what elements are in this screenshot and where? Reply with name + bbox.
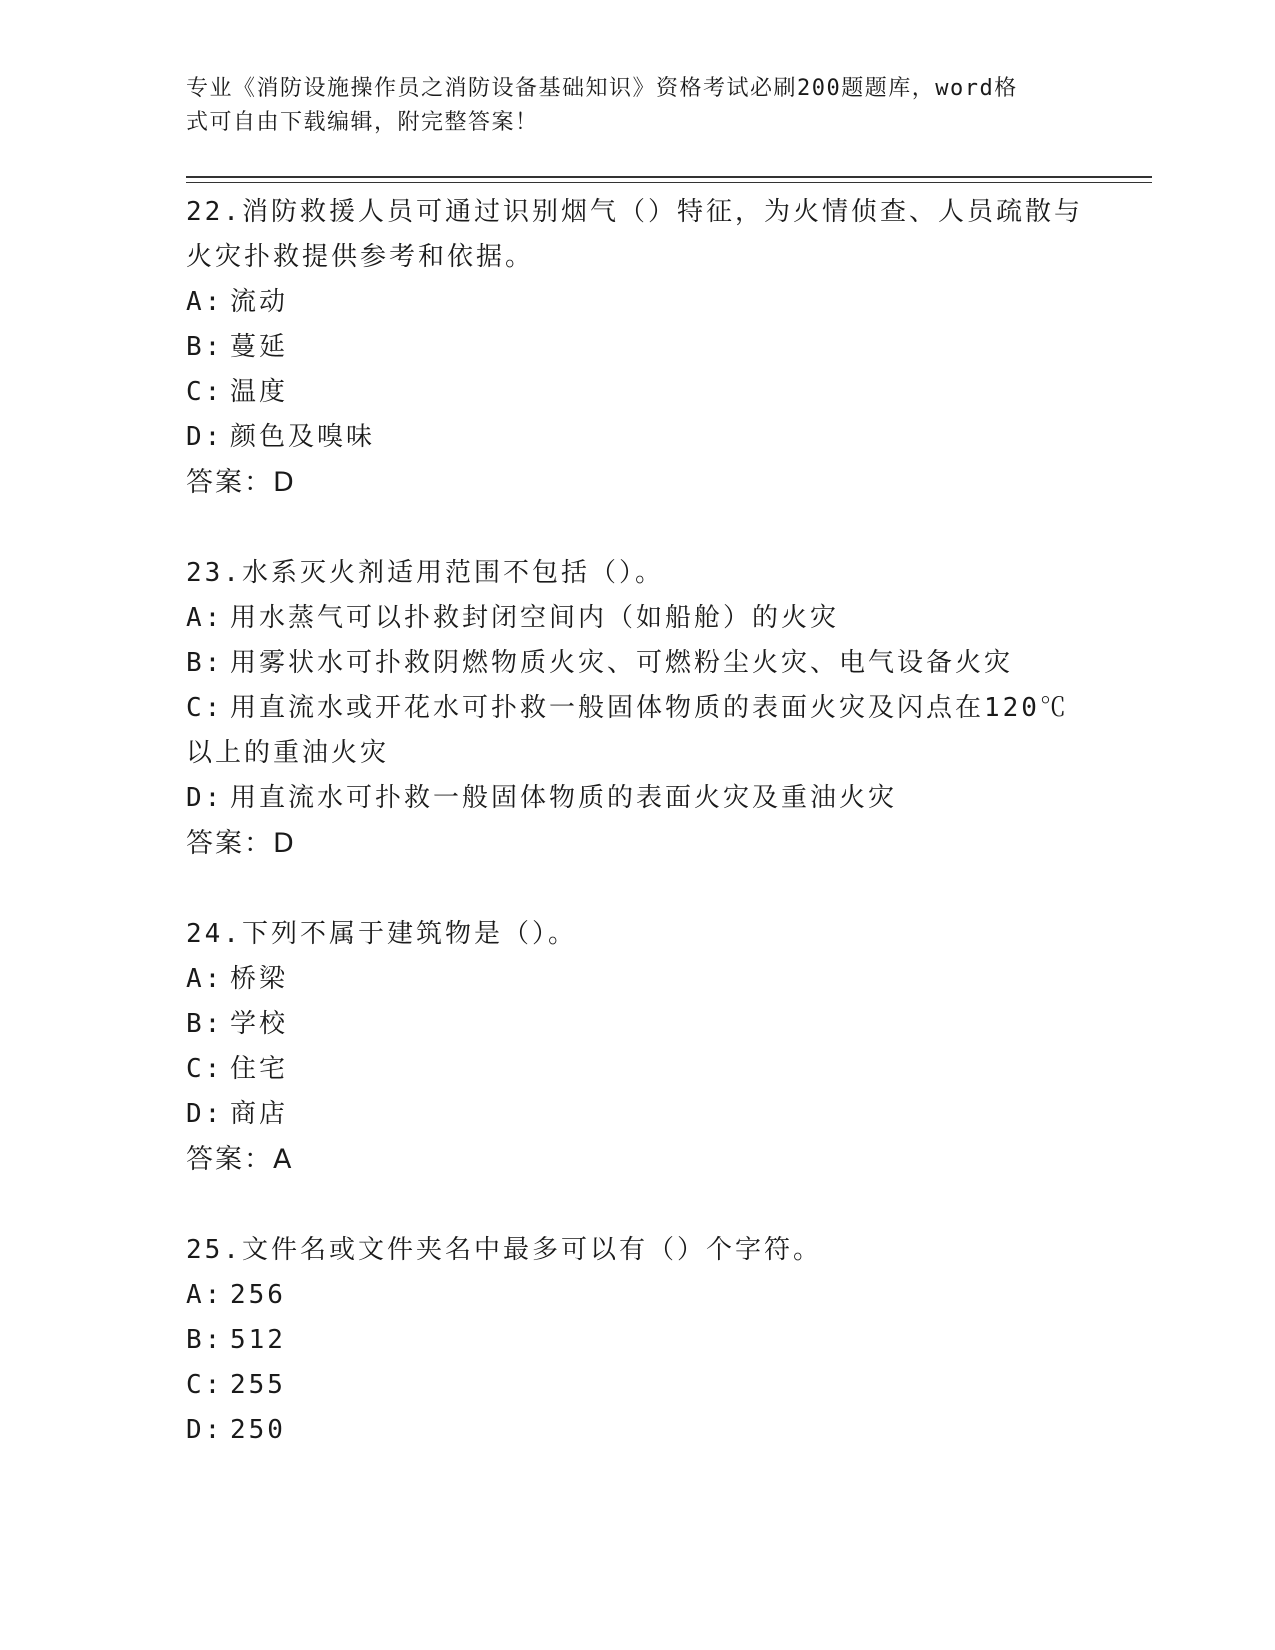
option-label: A: — [186, 287, 224, 317]
answer-line: 答案：D — [186, 467, 296, 498]
question-stem: 24.下列不属于建筑物是（）。 — [186, 919, 577, 949]
option-text: 温度 — [230, 377, 289, 407]
question-22 — [186, 190, 1086, 505]
question-25 — [186, 1228, 1086, 1453]
option-label: C: — [186, 377, 224, 407]
option-label: B: — [186, 1325, 224, 1355]
header-title-line-1: 专业《消防设施操作员之消防设备基础知识》资格考试必刷200题题库，word格 — [186, 76, 1018, 101]
option-b — [186, 641, 1086, 686]
option-c — [186, 686, 1086, 731]
option-label: A: — [186, 964, 224, 994]
question-24 — [186, 912, 1086, 1182]
option-text: 用直流水或开花水可扑救一般固体物质的表面火灾及闪点在120℃ — [230, 693, 1069, 723]
option-text: 256 — [230, 1280, 286, 1310]
option-c-continued: 以上的重油火灾 — [186, 738, 390, 768]
option-label: D: — [186, 1415, 224, 1445]
header-title-line-2: 式可自由下载编辑，附完整答案！ — [186, 110, 539, 135]
option-text: 512 — [230, 1325, 286, 1355]
answer-line: 答案：D — [186, 828, 296, 859]
question-23 — [186, 551, 1086, 866]
option-text: 用水蒸气可以扑救封闭空间内（如船舱）的火灾 — [230, 603, 840, 633]
option-label: B: — [186, 332, 224, 362]
option-text: 桥梁 — [230, 964, 289, 994]
option-label: A: — [186, 1280, 224, 1310]
question-stem-continued: 火灾扑救提供参考和依据。 — [186, 242, 535, 272]
option-b — [186, 1318, 1086, 1363]
question-stem: 22.消防救援人员可通过识别烟气（）特征，为火情侦查、人员疏散与 — [186, 197, 1083, 227]
question-stem: 23.水系灭火剂适用范围不包括（）。 — [186, 558, 664, 588]
option-text: 颜色及嗅味 — [230, 422, 376, 452]
option-c — [186, 1047, 1086, 1092]
header-divider-thick — [186, 176, 1152, 178]
option-c — [186, 1363, 1086, 1408]
option-label: D: — [186, 1099, 224, 1129]
option-text: 学校 — [230, 1009, 289, 1039]
option-text: 250 — [230, 1415, 286, 1445]
option-text: 商店 — [230, 1099, 289, 1129]
option-b — [186, 1002, 1086, 1047]
option-a — [186, 280, 1086, 325]
option-text: 255 — [230, 1370, 286, 1400]
answer-line: 答案：A — [186, 1144, 294, 1175]
option-a — [186, 596, 1086, 641]
option-d — [186, 1408, 1086, 1453]
option-label: C: — [186, 1370, 224, 1400]
option-label: D: — [186, 783, 224, 813]
option-label: C: — [186, 1054, 224, 1084]
document-header — [186, 72, 1066, 140]
option-c — [186, 370, 1086, 415]
option-text: 用雾状水可扑救阴燃物质火灾、可燃粉尘火灾、电气设备火灾 — [230, 648, 1014, 678]
option-label: A: — [186, 603, 224, 633]
option-text: 蔓延 — [230, 332, 289, 362]
option-label: B: — [186, 1009, 224, 1039]
option-d — [186, 415, 1086, 460]
option-text: 用直流水可扑救一般固体物质的表面火灾及重油火灾 — [230, 783, 898, 813]
header-divider-thin — [186, 182, 1152, 183]
option-text: 住宅 — [230, 1054, 289, 1084]
option-a — [186, 1273, 1086, 1318]
option-label: D: — [186, 422, 224, 452]
option-b — [186, 325, 1086, 370]
option-text: 流动 — [230, 287, 289, 317]
option-label: C: — [186, 693, 224, 723]
option-label: B: — [186, 648, 224, 678]
option-d — [186, 1092, 1086, 1137]
question-stem: 25.文件名或文件夹名中最多可以有（）个字符。 — [186, 1235, 822, 1265]
option-d — [186, 776, 1086, 821]
question-list — [186, 190, 1086, 1499]
option-a — [186, 957, 1086, 1002]
